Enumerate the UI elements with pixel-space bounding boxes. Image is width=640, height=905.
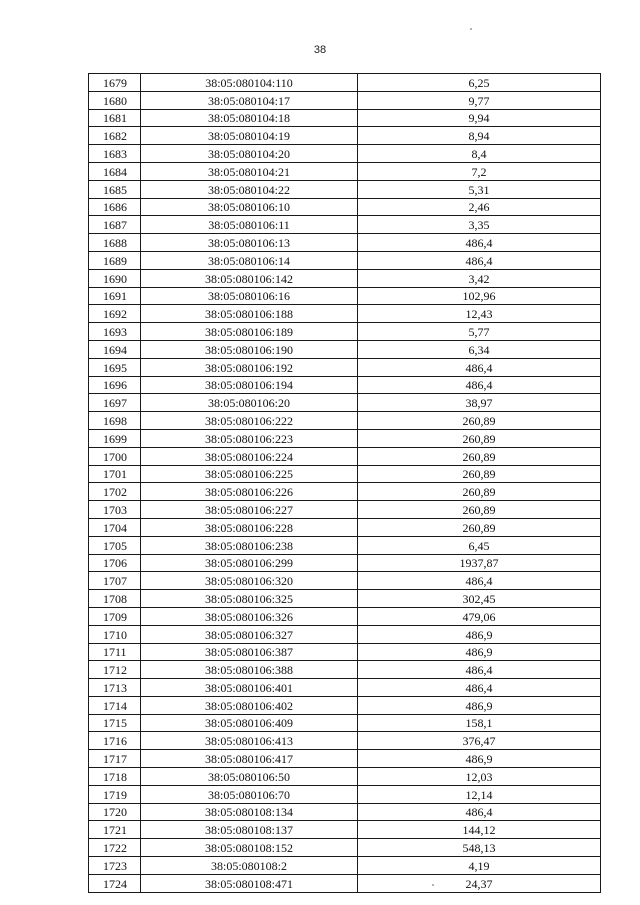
area-cell: 479,06	[358, 607, 601, 625]
cadastral-number-cell: 38:05:080104:17	[141, 91, 358, 109]
table-row	[89, 127, 601, 145]
table-row	[89, 269, 601, 287]
row-number-cell: 1701	[89, 465, 141, 483]
row-number-cell: 1683	[89, 145, 141, 163]
row-number-cell: 1718	[89, 768, 141, 786]
row-number-cell: 1680	[89, 91, 141, 109]
area-cell: 486,9	[358, 696, 601, 714]
row-number-cell: 1695	[89, 358, 141, 376]
table-row	[89, 412, 601, 430]
row-number-cell: 1724	[89, 874, 141, 892]
table-row	[89, 839, 601, 857]
table-row	[89, 661, 601, 679]
table-row	[89, 679, 601, 697]
area-cell: 3,42	[358, 269, 601, 287]
row-number-cell: 1688	[89, 234, 141, 252]
cadastral-number-cell: 38:05:080104:19	[141, 127, 358, 145]
table-row	[89, 501, 601, 519]
cadastral-number-cell: 38:05:080106:299	[141, 554, 358, 572]
table-row	[89, 198, 601, 216]
area-cell: 6,25	[358, 74, 601, 92]
area-cell: 548,13	[358, 839, 601, 857]
row-number-cell: 1713	[89, 679, 141, 697]
row-number-cell: 1704	[89, 518, 141, 536]
cadastral-number-cell: 38:05:080106:50	[141, 768, 358, 786]
table-row	[89, 323, 601, 341]
area-cell: 8,94	[358, 127, 601, 145]
area-cell: 486,4	[358, 572, 601, 590]
row-number-cell: 1707	[89, 572, 141, 590]
cadastral-number-cell: 38:05:080106:190	[141, 340, 358, 358]
row-number-cell: 1714	[89, 696, 141, 714]
cadastral-number-cell: 38:05:080106:189	[141, 323, 358, 341]
row-number-cell: 1712	[89, 661, 141, 679]
row-number-cell: 1705	[89, 536, 141, 554]
row-number-cell: 1717	[89, 750, 141, 768]
cadastral-number-cell: 38:05:080108:152	[141, 839, 358, 857]
row-number-cell: 1691	[89, 287, 141, 305]
area-cell: 486,4	[358, 376, 601, 394]
area-cell: 6,34	[358, 340, 601, 358]
cadastral-number-cell: 38:05:080108:134	[141, 803, 358, 821]
table-row	[89, 109, 601, 127]
row-number-cell: 1698	[89, 412, 141, 430]
row-number-cell: 1710	[89, 625, 141, 643]
area-cell: 7,2	[358, 162, 601, 180]
table-row	[89, 91, 601, 109]
table-row	[89, 643, 601, 661]
area-cell: 9,94	[358, 109, 601, 127]
cadastral-number-cell: 38:05:080106:13	[141, 234, 358, 252]
table-row	[89, 340, 601, 358]
row-number-cell: 1687	[89, 216, 141, 234]
table-row	[89, 714, 601, 732]
cadastral-number-cell: 38:05:080106:227	[141, 501, 358, 519]
row-number-cell: 1721	[89, 821, 141, 839]
cadastral-number-cell: 38:05:080106:238	[141, 536, 358, 554]
row-number-cell: 1709	[89, 607, 141, 625]
area-cell: 102,96	[358, 287, 601, 305]
row-number-cell: 1694	[89, 340, 141, 358]
area-cell: 260,89	[358, 412, 601, 430]
table-row	[89, 145, 601, 163]
cadastral-number-cell: 38:05:080104:22	[141, 180, 358, 198]
row-number-cell: 1700	[89, 447, 141, 465]
area-cell: 12,03	[358, 768, 601, 786]
row-number-cell: 1716	[89, 732, 141, 750]
table-row	[89, 821, 601, 839]
row-number-cell: 1711	[89, 643, 141, 661]
area-cell: 302,45	[358, 590, 601, 608]
row-number-cell: 1708	[89, 590, 141, 608]
area-cell: 12,14	[358, 785, 601, 803]
row-number-cell: 1682	[89, 127, 141, 145]
table-row	[89, 429, 601, 447]
area-cell: 8,4	[358, 145, 601, 163]
table-row	[89, 287, 601, 305]
cadastral-number-cell: 38:05:080106:402	[141, 696, 358, 714]
table-row	[89, 803, 601, 821]
cadastral-number-cell: 38:05:080106:401	[141, 679, 358, 697]
cadastral-number-cell: 38:05:080106:228	[141, 518, 358, 536]
area-cell: 486,4	[358, 251, 601, 269]
area-cell: 486,4	[358, 358, 601, 376]
cadastral-number-cell: 38:05:080108:137	[141, 821, 358, 839]
scan-speck	[432, 884, 434, 886]
area-cell: 486,9	[358, 750, 601, 768]
row-number-cell: 1697	[89, 394, 141, 412]
cadastral-number-cell: 38:05:080106:14	[141, 251, 358, 269]
cadastral-number-cell: 38:05:080106:225	[141, 465, 358, 483]
area-cell: 260,89	[358, 429, 601, 447]
cadastral-number-cell: 38:05:080106:320	[141, 572, 358, 590]
cadastral-number-cell: 38:05:080108:471	[141, 874, 358, 892]
table-row	[89, 518, 601, 536]
cadastral-number-cell: 38:05:080104:110	[141, 74, 358, 92]
table-row	[89, 768, 601, 786]
cadastral-number-cell: 38:05:080106:192	[141, 358, 358, 376]
table-row	[89, 180, 601, 198]
table-row	[89, 536, 601, 554]
area-cell: 38,97	[358, 394, 601, 412]
table-body	[89, 74, 601, 893]
table-row	[89, 874, 601, 892]
table-row	[89, 162, 601, 180]
table-row	[89, 554, 601, 572]
row-number-cell: 1686	[89, 198, 141, 216]
cadastral-number-cell: 38:05:080106:188	[141, 305, 358, 323]
table-row	[89, 732, 601, 750]
row-number-cell: 1690	[89, 269, 141, 287]
area-cell: 5,77	[358, 323, 601, 341]
table-row	[89, 465, 601, 483]
cadastral-number-cell: 38:05:080106:387	[141, 643, 358, 661]
row-number-cell: 1679	[89, 74, 141, 92]
cadastral-number-cell: 38:05:080106:223	[141, 429, 358, 447]
row-number-cell: 1715	[89, 714, 141, 732]
cadastral-number-cell: 38:05:080106:194	[141, 376, 358, 394]
row-number-cell: 1689	[89, 251, 141, 269]
area-cell: 260,89	[358, 501, 601, 519]
row-number-cell: 1706	[89, 554, 141, 572]
table-row	[89, 358, 601, 376]
row-number-cell: 1684	[89, 162, 141, 180]
table-row	[89, 857, 601, 875]
cadastral-number-cell: 38:05:080106:142	[141, 269, 358, 287]
table-row	[89, 216, 601, 234]
table-row	[89, 785, 601, 803]
area-cell: 3,35	[358, 216, 601, 234]
row-number-cell: 1699	[89, 429, 141, 447]
cadastral-number-cell: 38:05:080108:2	[141, 857, 358, 875]
table-row	[89, 234, 601, 252]
area-cell: 260,89	[358, 465, 601, 483]
area-cell: 4,19	[358, 857, 601, 875]
area-cell: 6,45	[358, 536, 601, 554]
cadastral-number-cell: 38:05:080106:16	[141, 287, 358, 305]
row-number-cell: 1692	[89, 305, 141, 323]
table-row	[89, 750, 601, 768]
area-cell: 486,4	[358, 803, 601, 821]
row-number-cell: 1719	[89, 785, 141, 803]
area-cell: 9,77	[358, 91, 601, 109]
row-number-cell: 1703	[89, 501, 141, 519]
table-row	[89, 305, 601, 323]
area-cell: 486,4	[358, 661, 601, 679]
cadastral-number-cell: 38:05:080106:409	[141, 714, 358, 732]
area-cell: 158,1	[358, 714, 601, 732]
area-cell: 486,9	[358, 643, 601, 661]
cadastral-number-cell: 38:05:080106:326	[141, 607, 358, 625]
table-row	[89, 590, 601, 608]
page-number: 38	[313, 44, 327, 56]
table-row	[89, 625, 601, 643]
land-plots-table	[88, 73, 601, 893]
area-cell: 260,89	[358, 518, 601, 536]
table-row	[89, 483, 601, 501]
area-cell: 24,37	[358, 874, 601, 892]
cadastral-number-cell: 38:05:080106:325	[141, 590, 358, 608]
cadastral-number-cell: 38:05:080106:10	[141, 198, 358, 216]
cadastral-number-cell: 38:05:080106:11	[141, 216, 358, 234]
table-row	[89, 251, 601, 269]
row-number-cell: 1693	[89, 323, 141, 341]
row-number-cell: 1720	[89, 803, 141, 821]
cadastral-number-cell: 38:05:080106:327	[141, 625, 358, 643]
cadastral-number-cell: 38:05:080106:417	[141, 750, 358, 768]
cadastral-number-cell: 38:05:080106:388	[141, 661, 358, 679]
scan-speck	[470, 28, 472, 30]
cadastral-number-cell: 38:05:080106:20	[141, 394, 358, 412]
table-row	[89, 447, 601, 465]
area-cell: 486,4	[358, 679, 601, 697]
area-cell: 486,9	[358, 625, 601, 643]
table-row	[89, 394, 601, 412]
area-cell: 5,31	[358, 180, 601, 198]
cadastral-number-cell: 38:05:080106:226	[141, 483, 358, 501]
row-number-cell: 1722	[89, 839, 141, 857]
area-cell: 1937,87	[358, 554, 601, 572]
row-number-cell: 1685	[89, 180, 141, 198]
cadastral-number-cell: 38:05:080106:70	[141, 785, 358, 803]
cadastral-number-cell: 38:05:080106:222	[141, 412, 358, 430]
row-number-cell: 1702	[89, 483, 141, 501]
area-cell: 2,46	[358, 198, 601, 216]
row-number-cell: 1681	[89, 109, 141, 127]
cadastral-number-cell: 38:05:080104:20	[141, 145, 358, 163]
row-number-cell: 1723	[89, 857, 141, 875]
cadastral-number-cell: 38:05:080106:413	[141, 732, 358, 750]
table-row	[89, 696, 601, 714]
table-row	[89, 572, 601, 590]
row-number-cell: 1696	[89, 376, 141, 394]
area-cell: 12,43	[358, 305, 601, 323]
cadastral-number-cell: 38:05:080104:18	[141, 109, 358, 127]
cadastral-number-cell: 38:05:080106:224	[141, 447, 358, 465]
table-row	[89, 607, 601, 625]
table-row	[89, 376, 601, 394]
area-cell: 486,4	[358, 234, 601, 252]
area-cell: 376,47	[358, 732, 601, 750]
cadastral-number-cell: 38:05:080104:21	[141, 162, 358, 180]
table-row	[89, 74, 601, 92]
area-cell: 144,12	[358, 821, 601, 839]
area-cell: 260,89	[358, 447, 601, 465]
area-cell: 260,89	[358, 483, 601, 501]
